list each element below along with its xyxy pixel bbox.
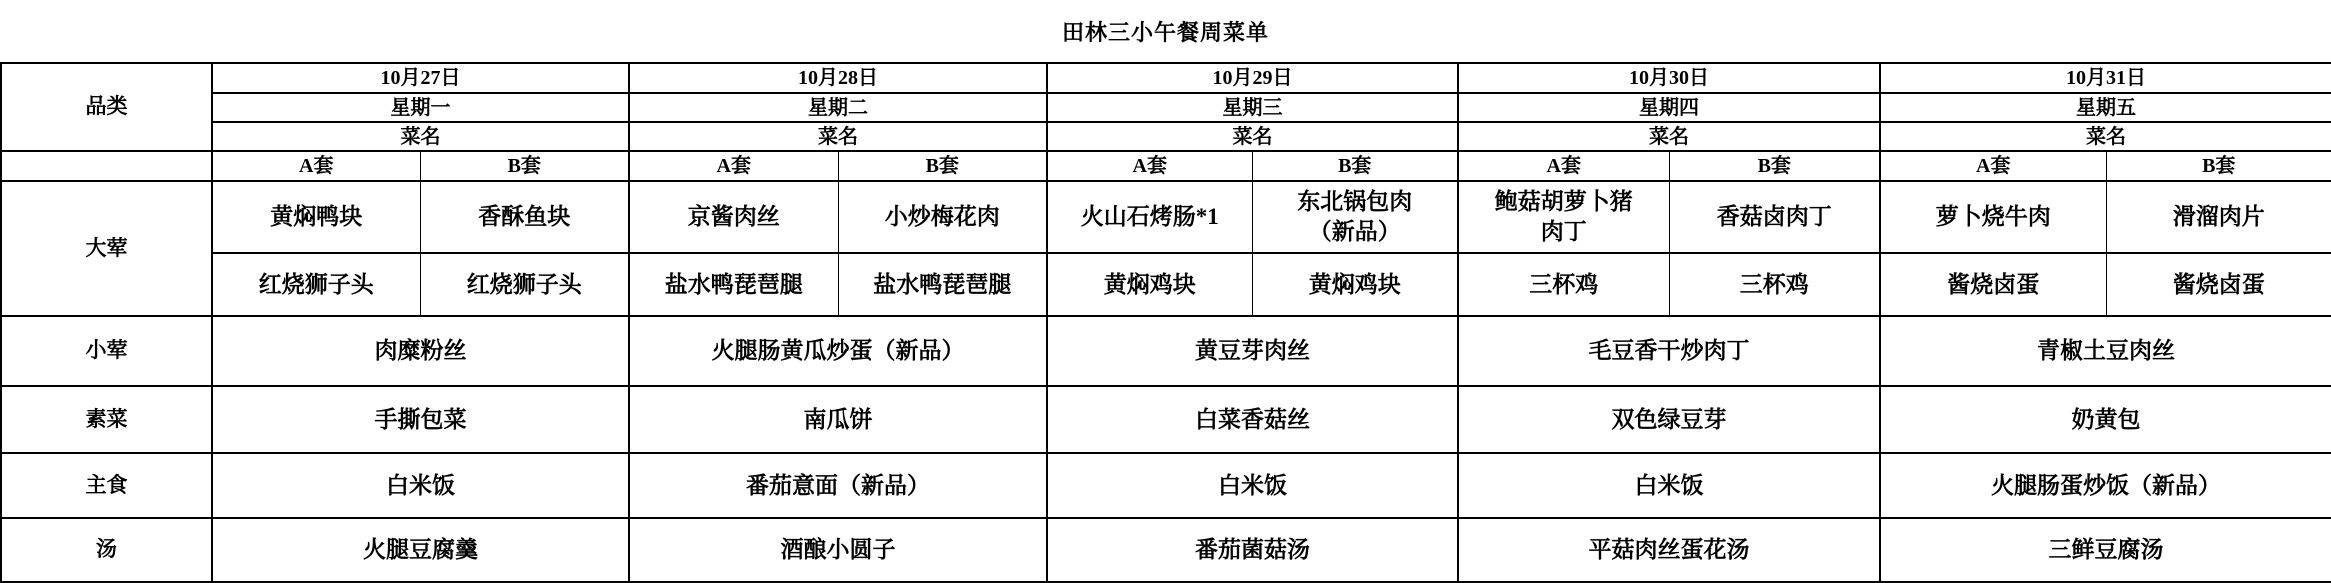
empty-cell	[1, 151, 212, 181]
dish-cell-sm-tue: 火腿肠黄瓜炒蛋（新品）	[629, 316, 1047, 386]
dish-cell-veg-tue: 南瓜饼	[629, 386, 1047, 453]
dish-cell-bm1-tue-b: 小炒梅花肉	[838, 181, 1047, 253]
dish-cell-bm1-fri-a: 萝卜烧牛肉	[1880, 181, 2106, 253]
dish-cell-veg-thu: 双色绿豆芽	[1458, 386, 1880, 453]
set-a-header-wed: A套	[1047, 151, 1252, 181]
dish-cell-bm1-mon-a: 黄焖鸭块	[212, 181, 420, 253]
row-label-vegetables: 素菜	[1, 386, 212, 453]
dish-cell-bm2-wed-b: 黄焖鸡块	[1252, 253, 1458, 316]
dish-cell-bm2-wed-a: 黄焖鸡块	[1047, 253, 1252, 316]
dish-cell-veg-wed: 白菜香菇丝	[1047, 386, 1458, 453]
dish-cell-soup-mon: 火腿豆腐羹	[212, 518, 629, 582]
dish-cell-bm1-mon-b: 香酥鱼块	[420, 181, 629, 253]
dish-cell-bm2-fri-b: 酱烧卤蛋	[2106, 253, 2331, 316]
dish-cell-bm2-fri-a: 酱烧卤蛋	[1880, 253, 2106, 316]
row-label-soup: 汤	[1, 518, 212, 582]
dish-cell-soup-fri: 三鲜豆腐汤	[1880, 518, 2331, 582]
dish-cell-soup-thu: 平菇肉丝蛋花汤	[1458, 518, 1880, 582]
dish-cell-sm-wed: 黄豆芽肉丝	[1047, 316, 1458, 386]
dish-cell-bm1-wed-b: 东北锅包肉（新品）	[1252, 181, 1458, 253]
day-date-tue: 10月28日	[629, 63, 1047, 93]
set-header-row	[1, 151, 2331, 181]
dish-name-header-thu: 菜名	[1458, 122, 1880, 151]
date-row	[1, 63, 2331, 93]
dish-cell-soup-wed: 番茄菌菇汤	[1047, 518, 1458, 582]
set-b-header-fri: B套	[2106, 151, 2331, 181]
set-a-header-fri: A套	[1880, 151, 2106, 181]
day-date-fri: 10月31日	[1880, 63, 2331, 93]
big-meat-row-1	[1, 181, 2331, 253]
dish-name-header-fri: 菜名	[1880, 122, 2331, 151]
small-meat-row	[1, 316, 2331, 386]
dish-cell-bm1-thu-b: 香菇卤肉丁	[1669, 181, 1880, 253]
day-weekday-fri: 星期五	[1880, 93, 2331, 122]
dish-name-header-tue: 菜名	[629, 122, 1047, 151]
day-date-thu: 10月30日	[1458, 63, 1880, 93]
dish-cell-veg-mon: 手撕包菜	[212, 386, 629, 453]
dish-name-header-mon: 菜名	[212, 122, 629, 151]
dish-cell-bm2-thu-b: 三杯鸡	[1669, 253, 1880, 316]
menu-table	[0, 62, 2331, 583]
dish-cell-st-fri: 火腿肠蛋炒饭（新品）	[1880, 453, 2331, 518]
weekday-row	[1, 93, 2331, 122]
soup-row	[1, 518, 2331, 582]
dish-cell-bm2-tue-b: 盐水鸭琵琶腿	[838, 253, 1047, 316]
day-date-wed: 10月29日	[1047, 63, 1458, 93]
row-label-staple: 主食	[1, 453, 212, 518]
dish-cell-bm2-tue-a: 盐水鸭琵琶腿	[629, 253, 838, 316]
day-weekday-mon: 星期一	[212, 93, 629, 122]
set-b-header-tue: B套	[838, 151, 1047, 181]
dish-cell-sm-mon: 肉糜粉丝	[212, 316, 629, 386]
dish-cell-bm1-tue-a: 京酱肉丝	[629, 181, 838, 253]
day-weekday-tue: 星期二	[629, 93, 1047, 122]
dish-cell-bm2-thu-a: 三杯鸡	[1458, 253, 1669, 316]
set-b-header-mon: B套	[420, 151, 629, 181]
dish-cell-bm1-thu-a: 鲍菇胡萝卜猪肉丁	[1458, 181, 1669, 253]
set-b-header-wed: B套	[1252, 151, 1458, 181]
dish-cell-veg-fri: 奶黄包	[1880, 386, 2331, 453]
big-meat-row-2	[1, 253, 2331, 316]
category-header: 品类	[1, 63, 212, 151]
dish-cell-bm2-mon-b: 红烧狮子头	[420, 253, 629, 316]
staple-row	[1, 453, 2331, 518]
day-date-mon: 10月27日	[212, 63, 629, 93]
row-label-small-meat: 小荤	[1, 316, 212, 386]
dish-cell-st-thu: 白米饭	[1458, 453, 1880, 518]
page-title: 田林三小午餐周菜单	[1061, 19, 1269, 45]
dish-cell-bm2-mon-a: 红烧狮子头	[212, 253, 420, 316]
set-b-header-thu: B套	[1669, 151, 1880, 181]
row-label-big-meat: 大荤	[1, 181, 212, 316]
dish-name-header-wed: 菜名	[1047, 122, 1458, 151]
day-weekday-wed: 星期三	[1047, 93, 1458, 122]
set-a-header-tue: A套	[629, 151, 838, 181]
dish-cell-bm1-fri-b: 滑溜肉片	[2106, 181, 2331, 253]
dish-cell-bm1-wed-a: 火山石烤肠*1	[1047, 181, 1252, 253]
dish-cell-soup-tue: 酒酿小圆子	[629, 518, 1047, 582]
dish-cell-sm-fri: 青椒土豆肉丝	[1880, 316, 2331, 386]
vegetables-row	[1, 386, 2331, 453]
set-a-header-mon: A套	[212, 151, 420, 181]
dish-cell-st-tue: 番茄意面（新品）	[629, 453, 1047, 518]
set-a-header-thu: A套	[1458, 151, 1669, 181]
dish-cell-sm-thu: 毛豆香干炒肉丁	[1458, 316, 1880, 386]
dish-cell-st-wed: 白米饭	[1047, 453, 1458, 518]
day-weekday-thu: 星期四	[1458, 93, 1880, 122]
dish-cell-st-mon: 白米饭	[212, 453, 629, 518]
dish-name-row	[1, 122, 2331, 151]
